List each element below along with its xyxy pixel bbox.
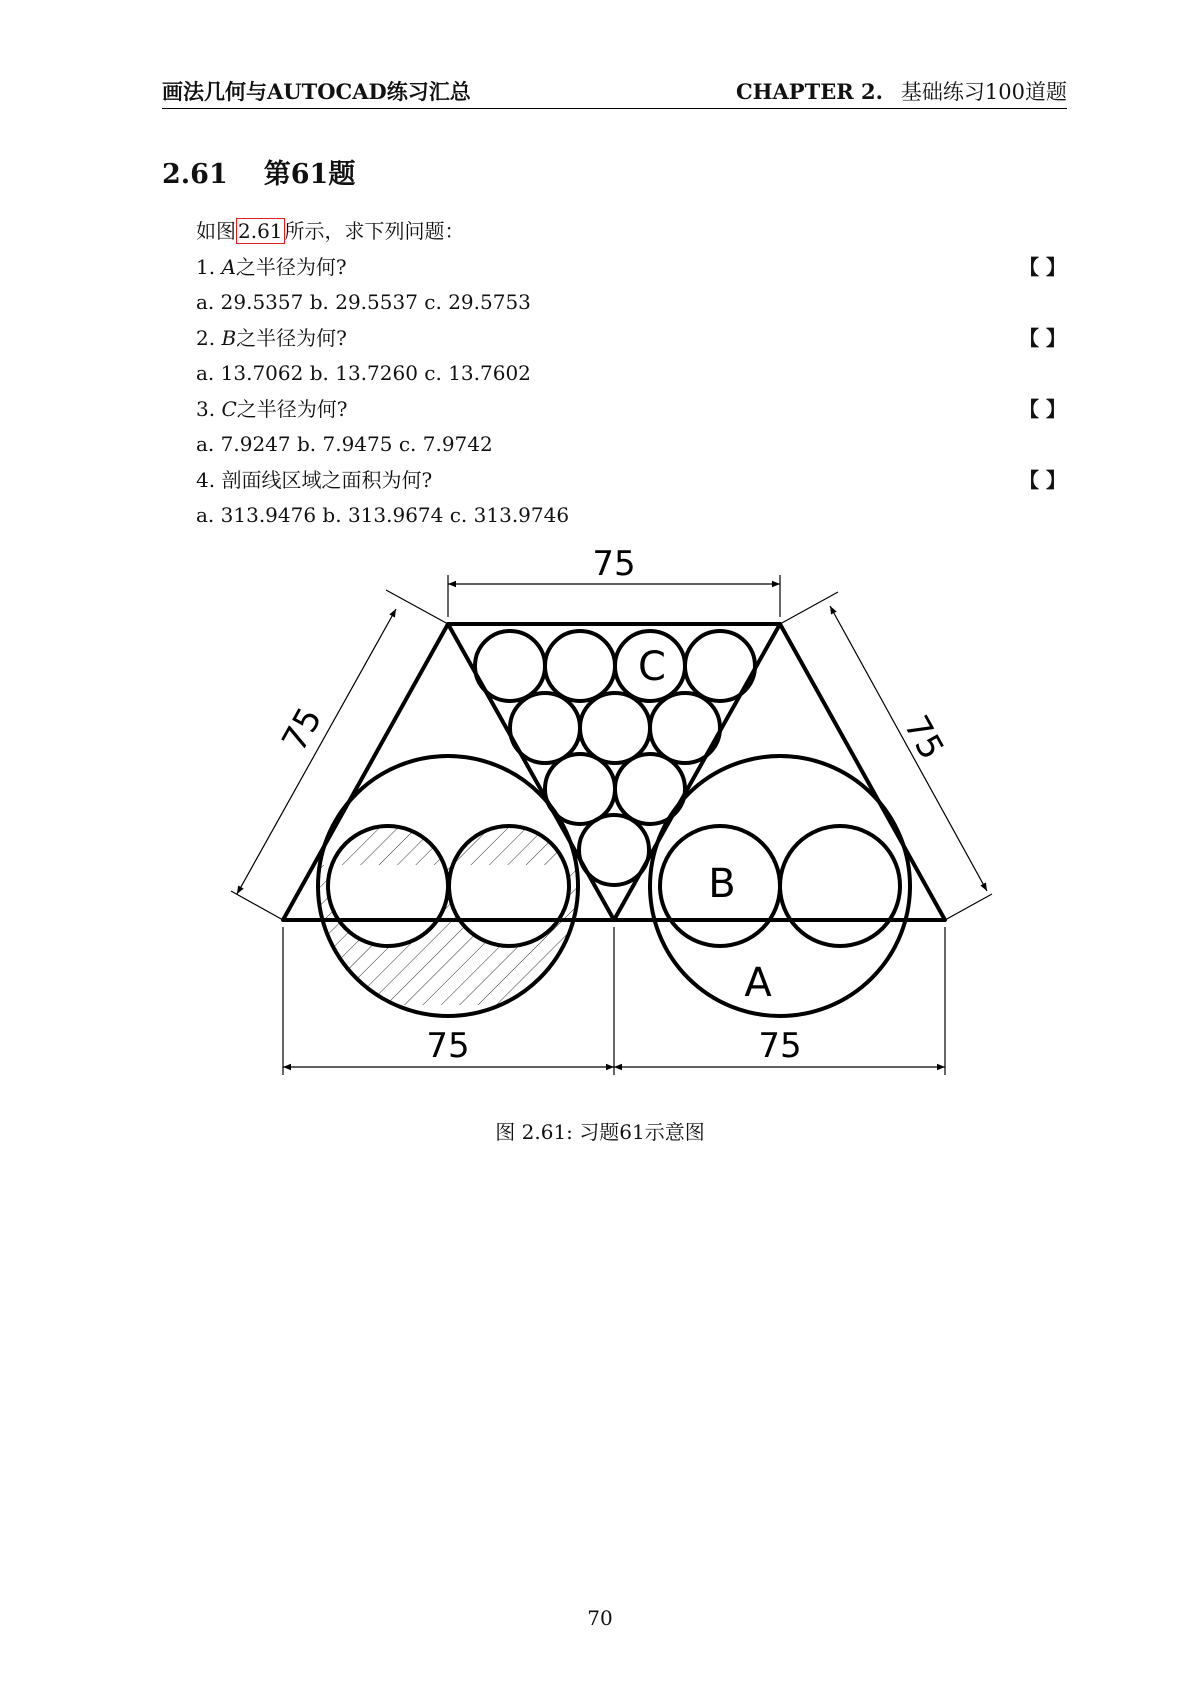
question-4-options: a. 313.9476 b. 313.9674 c. 313.9746 (196, 503, 570, 527)
question-number: 4. (196, 467, 216, 492)
dimension-left-label: 75 (274, 701, 331, 759)
question-3-options: a. 7.9247 b. 7.9475 c. 7.9742 (196, 432, 493, 456)
answer-bracket: 【 】 (1019, 325, 1066, 350)
question-1 (196, 250, 1066, 286)
question-variable: C (221, 396, 237, 421)
header-book-title: 画法几何与AUTOCAD练习汇总 (162, 79, 471, 104)
intro-suffix: 所示，求下列问题： (284, 219, 465, 243)
circle-c-row3-1 (545, 754, 615, 824)
label-c: C (638, 644, 666, 690)
question-text: 剖面线区域之面积为何? (221, 467, 433, 492)
answer-bracket: 【 】 (1019, 467, 1066, 492)
dimension-right (780, 592, 992, 920)
hatched-region (250, 826, 650, 1005)
dimension-top-label: 75 (592, 545, 636, 584)
circle-c-row1-4 (685, 631, 755, 701)
question-number: 2. (196, 325, 216, 350)
circle-c-row4-1 (579, 815, 649, 885)
question-variable: A (221, 254, 236, 279)
answer-bracket: 【 】 (1019, 254, 1066, 279)
question-body (196, 214, 1066, 534)
header-chapter-title: 基础练习100道题 (900, 80, 1067, 104)
circle-c-row2-3 (650, 693, 720, 763)
geometry-figure (0, 545, 1200, 1095)
circle-c-row1-2 (545, 631, 615, 701)
question-number: 1. (196, 254, 216, 279)
figure-reference-link[interactable]: 2.61 (238, 219, 283, 243)
dimension-right-label: 75 (895, 709, 952, 767)
question-4 (196, 463, 1066, 499)
intro-line (196, 214, 1066, 250)
page-number: 70 (587, 1606, 613, 1630)
question-text: 之半径为何? (236, 325, 347, 350)
question-2-options: a. 13.7062 b. 13.7260 c. 13.7602 (196, 361, 531, 385)
question-3 (196, 392, 1066, 428)
question-variable: B (221, 325, 237, 350)
circle-c-row2-1 (510, 693, 580, 763)
section-name: 第61题 (263, 159, 356, 190)
question-number: 3. (196, 396, 216, 421)
header-chapter-number: CHAPTER 2. (735, 79, 883, 104)
section-title (162, 152, 355, 191)
circle-c-row2-2 (580, 693, 650, 763)
answer-bracket: 【 】 (1019, 396, 1066, 421)
intro-prefix: 如图 (196, 219, 236, 243)
question-1-options: a. 29.5357 b. 29.5537 c. 29.5753 (196, 290, 531, 314)
question-text: 之半径为何? (236, 396, 348, 421)
circle-c-row1-1 (475, 631, 545, 701)
dimension-bottom-left-label: 75 (426, 1026, 470, 1066)
dimension-left (231, 590, 448, 920)
label-b: B (708, 861, 736, 907)
figure-caption: 图 2.61: 习题61示意图 (495, 1120, 705, 1144)
circle-c-row3-2 (615, 754, 685, 824)
question-text: 之半径为何? (235, 254, 347, 279)
question-2 (196, 321, 1066, 357)
dimension-bottom-right-label: 75 (758, 1026, 802, 1066)
section-number: 2.61 (162, 159, 228, 190)
running-header (162, 76, 1067, 109)
circle-b-right (780, 826, 900, 946)
header-chapter (736, 76, 1067, 106)
label-a: A (744, 960, 772, 1006)
